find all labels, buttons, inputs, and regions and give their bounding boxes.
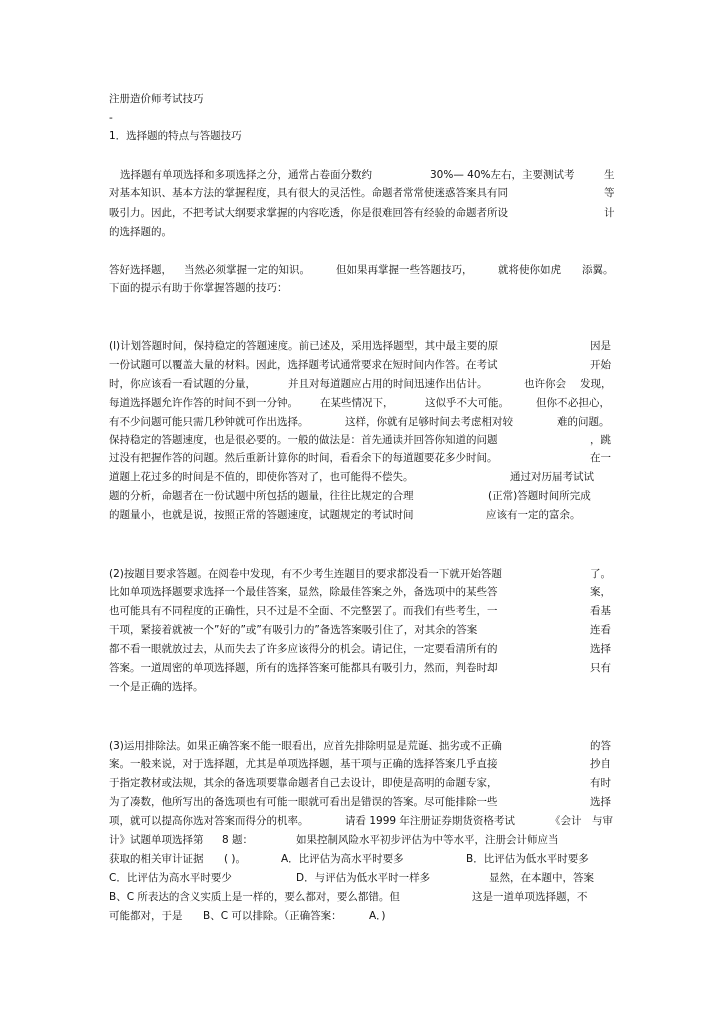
p1-line2-b: 等 [604,187,615,199]
p5-line8-a: C．比评估为高水平时要少 [109,872,232,884]
p3-line6-a: 保持稳定的答题速度，也是很必要的。一般的做法是：首先通读并回答你知道的问题 [109,434,498,446]
p5-line10-a: 可能都对，于是 [109,910,183,922]
p2-line2: 下面的提示有助于你掌握答题的技巧： [109,282,288,294]
p5-line1-a: (3)运用排除法。如果正确答案不能一眼看出，应首先排除明显是荒诞、拙劣或不正确 [109,740,502,752]
p1-line3-a: 吸引力。因此，不把考试大纲要求掌握的内容吃透，你是很难回答有经验的命题者所设 [109,207,508,219]
p1-line1-a: 选择题有单项选择和多项选择之分，通常占卷面分数约 [120,169,372,181]
p3-line8-b: 通过对历届考试试 [510,471,594,483]
p5-line3-a: 于指定教材或法规，其余的备选项要靠命题者自己去设计，即使是高明的命题专家， [109,777,498,789]
p5-line4-b: 选择 [590,796,611,808]
p5-line8-c: 显然，在本题中，答案 [489,872,594,884]
p1-line3-b: 计 [604,207,615,219]
p4-line6-b: 只有 [590,662,611,674]
p5-line7-c: A．比评估为高水平时要多 [281,853,404,865]
p3-line4-b: 在某些情况下， [320,397,394,409]
p3-line7-a: 过没有把握作答的问题。然后重新计算你的时间，看看余下的每道题要花多少时间。 [109,452,498,464]
p5-line9-a: B、C 所表达的含义实质上是一样的，要么都对，要么都错。但 [109,891,400,903]
p2-line1-b: 当然必须掌握一定的知识。 [184,264,310,276]
p5-line10-c: A．) [369,910,386,922]
p5-line1-b: 的答 [590,740,611,752]
p3-line3-d: 发现， [580,378,612,390]
p5-line9-b: 这是一道单项选择题，不 [472,891,588,903]
p3-line3-a: 时，你应该看一看试题的分量， [109,378,256,390]
p3-line1-b: 因是 [590,340,611,352]
p3-line7-b: 在一 [590,452,611,464]
p3-line3-c: 也许你会 [524,378,566,390]
p5-line8-b: D．与评估为低水平时一样多 [296,872,431,884]
p4-line7: 一个是正确的选择。 [109,681,204,693]
p4-line3-b: 看基 [590,605,611,617]
p3-line6-b: ，跳 [590,434,611,446]
section-heading: 1．选择题的特点与答题技巧 [109,130,242,142]
p1-line1-b: 30%— 40%左右，主要测试考 [430,169,575,181]
p5-line5-b: 请看 1999 年注册证券期货资格考试 [345,815,515,827]
p4-line6-a: 答案。一道周密的单项选择题，所有的选择答案可能都具有吸引力，然而，判卷时却 [109,662,498,674]
p4-line4-a: 干项，紧接着就被一个”好的”或”有吸引力的”备选答案吸引住了，对其余的答案 [109,624,478,636]
p3-line5-b: 这样，你就有足够时间去考虑相对较 [345,416,513,428]
p5-line6-b: 8 题： [222,834,254,846]
p4-line2-a: 比如单项选择题要求选择一个最佳答案，显然，除最佳答案之外，备选项中的某些答 [109,586,498,598]
p5-line4-a: 为了凑数，他所写出的备选项也有可能一眼就可看出是错误的答案。尽可能排除一些 [109,796,498,808]
p4-line2-b: 案， [590,586,611,598]
p5-line7-b: ( )。 [224,853,247,865]
p1-line4: 的选择题的。 [109,226,172,238]
p3-line1-a: (l)计划答题时间，保持稳定的答题速度。前已述及，采用选择题型，其中最主要的原 [109,340,499,352]
p5-line3-b: 有时 [590,777,611,789]
p4-line1-b: 了。 [590,568,611,580]
p5-line6-c: 如果控制风险水平初步评估为中等水平，注册会计师应当 [296,834,559,846]
p1-line1-c: 生 [604,169,615,181]
document-title: 注册造价师考试技巧 [109,93,204,105]
p5-line5-a: 项，就可以提高你选对答案而得分的机率。 [109,815,309,827]
p1-line2-a: 对基本知识、基本方法的掌握程度，具有很大的灵活性。命题者常常使迷惑答案具有同 [109,187,508,199]
p3-line4-c: 这似乎不大可能。 [425,397,509,409]
p3-line10-b: 应该有一定的富余。 [486,509,581,521]
p3-line9-a: 题的分析，命题者在一份试题中所包括的题量，往往比规定的合理 [109,490,414,502]
p5-line2-a: 案。一般来说，对于选择题，尤其是单项选择题，基干项与正确的选择答案几乎直接 [109,758,498,770]
p5-line7-d: B．比评估为低水平时要多 [466,853,589,865]
dash-marker: - [109,112,113,124]
p3-line2-a: 一份试题可以覆盖大量的材料。因此，选择题考试通常要求在短时间内作答。在考试 [109,359,498,371]
p5-line2-b: 抄自 [590,758,611,770]
p4-line3-a: 也可能具有不同程度的正确性，只不过是不全面、不完整罢了。而我们有些考生，一 [109,605,498,617]
p2-line1-a: 答好选择题， [109,264,172,276]
p5-line10-b: B、C 可以排除。（正确答案： [203,910,342,922]
p3-line10-a: 的题量小，也就是说，按照正常的答题速度，试题规定的考试时间 [109,509,414,521]
p3-line3-b: 并且对每道题应占用的时间迅速作出估计。 [288,378,488,390]
p3-line5-a: 有不少问题可能只需几秒钟就可作出选择。 [109,416,309,428]
p3-line5-c: 难的问题。 [557,416,610,428]
p4-line4-b: 连看 [590,624,611,636]
p3-line9-b: (正常)答题时间所完成 [488,490,591,502]
p5-line6-a: 计》试题单项选择第 [109,834,204,846]
p3-line4-d: 但你不 [536,397,568,409]
p2-line1-c: 但如果再掌握一些答题技巧， [336,264,473,276]
p4-line1-a: (2)按题目要求答题。在阅卷中发现，有不少考生连题目的要求都没看一下就开始答题 [109,568,502,580]
p3-line2-b: 开始 [590,359,611,371]
p3-line4-e: 必担心， [568,397,610,409]
p5-line5-d: 与审 [592,815,613,827]
p4-line5-b: 选择 [590,643,611,655]
p5-line5-c: 《会计 [550,815,582,827]
p2-line1-d: 就将使你如虎 [498,264,561,276]
p4-line5-a: 都不看一眼就放过去，从而失去了许多应该得分的机会。请记住，一定要看清所有的 [109,643,498,655]
p3-line4-a: 每道选择题允许作答的时间不到一分钟。 [109,397,298,409]
p2-line1-e: 添翼。 [582,264,614,276]
p5-line7-a: 获取的相关审计证据 [109,853,204,865]
p3-line8-a: 道题上花过多的时间是不值的，即使你答对了，也可能得不偿失。 [109,471,414,483]
